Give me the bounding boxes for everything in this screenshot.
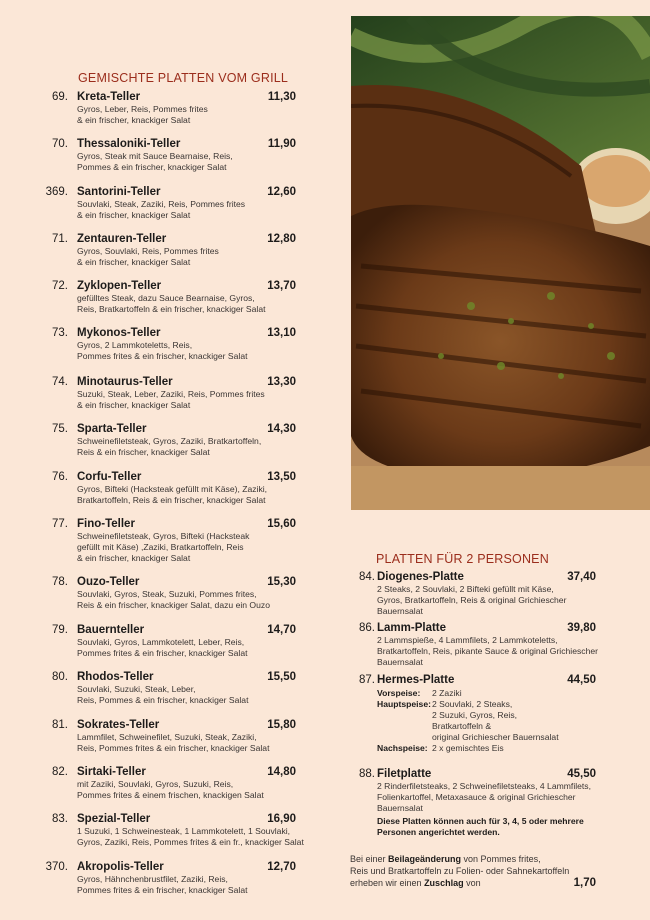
item-name: Sparta-Teller xyxy=(77,423,147,435)
description-line: & ein frischer, knackiger Salat xyxy=(77,400,191,410)
item-name: Lamm-Platte xyxy=(377,622,447,634)
item-number: 75. xyxy=(52,423,68,435)
description-line: & ein frischer, knackiger Salat xyxy=(77,257,191,267)
description-line: Gyros, Bratkartoffeln, Reis & original Grichiescher xyxy=(377,595,567,605)
item-description xyxy=(77,531,249,564)
item-name: Bauernteller xyxy=(77,624,145,636)
footer-text: von xyxy=(463,878,481,888)
footer-text: Bei einer xyxy=(350,854,389,864)
description-line: 2 Rinderfiletsteaks, 2 Schweinefiletsteaks, 4 Lammfilets, xyxy=(377,781,591,791)
footer-bold: Beilageänderung xyxy=(388,854,462,864)
item-name: Hermes-Platte xyxy=(377,674,455,686)
footer-bold: Zuschlag xyxy=(424,878,464,888)
description-line: Pommes frites & einem frischen, knackigen Salat xyxy=(77,790,264,800)
item-number: 84. xyxy=(359,571,375,583)
item-name: Akropolis-Teller xyxy=(77,861,164,873)
item-price: 16,90 xyxy=(267,813,296,825)
description-line: gefüllt mit Käse) ,Zaziki, Bratkartoffeln, Reis xyxy=(77,542,244,552)
main-text-line: 2 Souvlaki, 2 Steaks, xyxy=(432,699,513,709)
description-line: Pommes frites & ein frischer, knackiger Salat xyxy=(77,648,248,658)
footer-text: erheben wir einen xyxy=(350,878,425,888)
item-name: Minotaurus-Teller xyxy=(77,376,173,388)
item-number: 70. xyxy=(52,138,68,150)
item-number: 370. xyxy=(45,861,68,873)
item-description xyxy=(377,635,598,668)
description-line: Folienkartoffel, Metaxasauce & original Grichiescher xyxy=(377,792,576,802)
description-line: 2 Steaks, 2 Souvlaki, 2 Bifteki gefüllt mit Käse, xyxy=(377,584,554,594)
item-number: 79. xyxy=(52,624,68,636)
note-line: Personen angerichtet werden. xyxy=(377,827,500,837)
main-text-line: original Grichiescher Bauernsalat xyxy=(432,732,559,742)
item-description xyxy=(77,589,270,611)
starter-label: Vorspeise: xyxy=(377,688,421,698)
item-description xyxy=(77,484,267,506)
item-name: Rhodos-Teller xyxy=(77,671,154,683)
side-dish-surcharge xyxy=(350,853,596,889)
description-line: Reis, Pommes & ein frischer, knackiger Salat xyxy=(77,695,249,705)
item-name: Spezial-Teller xyxy=(77,813,151,825)
item-description xyxy=(77,436,261,458)
main-text-line: 2 Suzuki, Gyros, Reis, xyxy=(432,710,518,720)
item-number: 74. xyxy=(52,376,68,388)
item-description xyxy=(77,826,304,848)
grill-section-title: GEMISCHTE PLATTEN VOM GRILL xyxy=(78,71,289,85)
item-name: Sokrates-Teller xyxy=(77,719,160,731)
description-line: Souvlaki, Gyros, Lammkotelett, Leber, Reis, xyxy=(77,637,245,647)
item-price: 11,90 xyxy=(267,138,296,150)
description-line: mit Zaziki, Souvlaki, Gyros, Suzuki, Reis, xyxy=(77,779,234,789)
item-price: 13,70 xyxy=(267,280,296,292)
item-name: Sirtaki-Teller xyxy=(77,766,146,778)
item-name: Filetplatte xyxy=(377,768,432,780)
item-price: 44,50 xyxy=(567,674,596,686)
description-line: Lammfilet, Schweinefilet, Suzuki, Steak, Zaziki, xyxy=(77,732,257,742)
description-line: Bratkartoffeln, Reis & ein frischer, knackiger Salat xyxy=(77,495,266,505)
item-number: 81. xyxy=(52,719,68,731)
item-number: 86. xyxy=(359,622,375,634)
item-price: 37,40 xyxy=(567,571,596,583)
item-price: 14,70 xyxy=(267,624,296,636)
item-description xyxy=(77,104,208,126)
description-line: Reis, Pommes frites & ein frischer, knackiger Salat xyxy=(77,743,270,753)
item-number: 78. xyxy=(52,576,68,588)
item-description xyxy=(77,340,248,362)
item-number: 88. xyxy=(359,768,375,780)
item-price: 12,70 xyxy=(267,861,296,873)
description-line: 1 Suzuki, 1 Schweinesteak, 1 Lammkotelett, 1 Souvlaki, xyxy=(77,826,291,836)
starter-text: 2 Zaziki xyxy=(432,688,462,698)
description-line: & ein frischer, knackiger Salat xyxy=(77,210,191,220)
description-line: Pommes frites & ein frischer, knackiger Salat xyxy=(77,885,248,895)
item-description xyxy=(377,781,591,814)
description-line: Gyros, 2 Lammkoteletts, Reis, xyxy=(77,340,193,350)
item-price: 15,60 xyxy=(267,518,296,530)
grilled-steak-photo xyxy=(351,16,650,510)
item-description xyxy=(77,151,233,173)
item-number: 83. xyxy=(52,813,68,825)
item-price: 13,50 xyxy=(267,471,296,483)
item-name: Santorini-Teller xyxy=(77,186,161,198)
description-line: Gyros, Souvlaki, Reis, Pommes frites xyxy=(77,246,219,256)
item-price: 12,60 xyxy=(267,186,296,198)
footer-text: von Pommes frites, xyxy=(461,854,541,864)
steak-illustration xyxy=(351,16,650,510)
dessert-label: Nachspeise: xyxy=(377,743,428,753)
item-price: 45,50 xyxy=(567,768,596,780)
item-name: Zyklopen-Teller xyxy=(77,280,162,292)
item-name: Zentauren-Teller xyxy=(77,233,167,245)
item-description xyxy=(77,732,269,754)
description-line: Souvlaki, Suzuki, Steak, Leber, xyxy=(77,684,196,694)
item-name: Ouzo-Teller xyxy=(77,576,140,588)
item-description xyxy=(377,584,566,617)
item-price: 15,50 xyxy=(267,671,296,683)
description-line: Pommes frites & ein frischer, knackiger Salat xyxy=(77,351,248,361)
description-line: Gyros, Steak mit Sauce Bearnaise, Reis, xyxy=(77,151,233,161)
description-line: Reis, Bratkartoffeln & ein frischer, knackiger Salat xyxy=(77,304,266,314)
hermes-courses xyxy=(377,688,559,754)
description-line: Bratkartoffeln, Reis, pikante Sauce & original Grichiescher xyxy=(377,646,598,656)
footer-text: Reis und Bratkartoffeln zu Folien- oder Sahnekartoffeln xyxy=(350,866,570,876)
item-price: 15,30 xyxy=(267,576,296,588)
item-number: 76. xyxy=(52,471,68,483)
item-number: 80. xyxy=(52,671,68,683)
description-line: Bauernsalat xyxy=(377,803,423,813)
description-line: 2 Lammspieße, 4 Lammfilets, 2 Lammkoteletts, xyxy=(377,635,558,645)
item-description xyxy=(77,246,219,268)
item-price: 11,30 xyxy=(267,91,296,103)
item-price: 12,80 xyxy=(267,233,296,245)
item-price: 39,80 xyxy=(567,622,596,634)
description-line: Pommes & ein frischer, knackiger Salat xyxy=(77,162,227,172)
platter-section-title: PLATTEN FÜR 2 PERSONEN xyxy=(376,552,549,566)
description-line: & ein frischer, knackiger Salat xyxy=(77,553,191,563)
description-line: Gyros, Leber, Reis, Pommes frites xyxy=(77,104,208,114)
item-price: 14,80 xyxy=(267,766,296,778)
item-number: 87. xyxy=(359,674,375,686)
description-line: Reis & ein frischer, knackiger Salat xyxy=(77,447,210,457)
description-line: Bauernsalat xyxy=(377,606,423,616)
item-number: 369. xyxy=(45,186,68,198)
description-line: Gyros, Hähnchenbrustfilet, Zaziki, Reis, xyxy=(77,874,228,884)
platter-note xyxy=(377,816,584,838)
item-price: 14,30 xyxy=(267,423,296,435)
item-number: 71. xyxy=(52,233,68,245)
item-description xyxy=(77,874,248,896)
item-name: Thessaloniki-Teller xyxy=(77,138,181,150)
main-text-line: Bratkartoffeln & xyxy=(432,721,492,731)
item-number: 77. xyxy=(52,518,68,530)
main-label: Hauptspeise: xyxy=(377,699,431,709)
note-line: Diese Platten können auch für 3, 4, 5 oder mehrere xyxy=(377,816,584,826)
dessert-text: 2 x gemischtes Eis xyxy=(432,743,504,753)
item-number: 72. xyxy=(52,280,68,292)
description-line: Schweinefiletsteak, Gyros, Bifteki (Hacksteak xyxy=(77,531,250,541)
description-line: Gyros, Bifteki (Hacksteak gefüllt mit Käse), Zaziki, xyxy=(77,484,268,494)
surcharge-price: 1,70 xyxy=(573,877,596,889)
item-description xyxy=(77,293,266,315)
item-description xyxy=(77,684,248,706)
item-name: Fino-Teller xyxy=(77,518,135,530)
description-line: Bauernsalat xyxy=(377,657,423,667)
item-name: Diogenes-Platte xyxy=(377,571,464,583)
item-price: 13,30 xyxy=(267,376,296,388)
description-line: Suzuki, Steak, Leber, Zaziki, Reis, Pommes frites xyxy=(77,389,265,399)
item-number: 82. xyxy=(52,766,68,778)
item-name: Mykonos-Teller xyxy=(77,327,161,339)
description-line: Souvlaki, Steak, Zaziki, Reis, Pommes frites xyxy=(77,199,246,209)
description-line: Gyros, Zaziki, Reis, Pommes frites & ein fr., knackiger Salat xyxy=(77,837,304,847)
item-number: 69. xyxy=(52,91,68,103)
description-line: Souvlaki, Gyros, Steak, Suzuki, Pommes frites, xyxy=(77,589,257,599)
description-line: Schweinefiletsteak, Gyros, Zaziki, Bratkartoffeln, xyxy=(77,436,262,446)
item-description xyxy=(77,637,248,659)
item-description xyxy=(77,779,264,801)
item-number: 73. xyxy=(52,327,68,339)
description-line: gefülltes Steak, dazu Sauce Bearnaise, Gyros, xyxy=(77,293,255,303)
description-line: Reis & ein frischer, knackiger Salat, dazu ein Ouzo xyxy=(77,600,270,610)
item-price: 13,10 xyxy=(267,327,296,339)
item-description xyxy=(77,389,265,411)
item-name: Corfu-Teller xyxy=(77,471,142,483)
item-price: 15,80 xyxy=(267,719,296,731)
item-description xyxy=(77,199,245,221)
item-name: Kreta-Teller xyxy=(77,91,141,103)
description-line: & ein frischer, knackiger Salat xyxy=(77,115,191,125)
